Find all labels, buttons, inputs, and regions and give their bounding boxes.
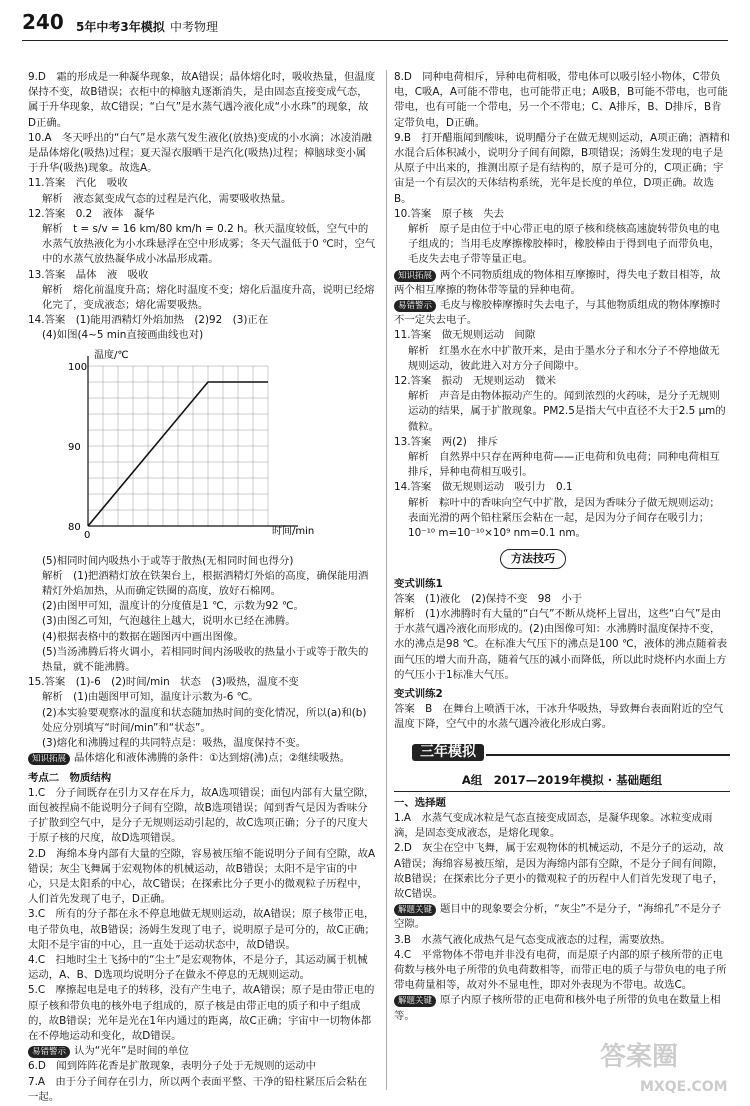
analysis-11b: 解析 红墨水在水中扩散开来，是由于墨水分子和水分子不停地做无规则运动，彼此进入对方分子间隙中。 [408,344,720,372]
graph-svg [48,346,348,552]
analysis-12: 解析 t = s/v = 16 km/80 km/h = 0.2 h。秋天温度较低，空气中的水蒸气放热液化为小水珠悬浮在空中形成雾；冬天气温低于0 ℃时，空气中的水蒸气放热凝华成小冰晶形成霜。 [42,223,376,266]
left-column [28,70,376,1105]
answer-14-4: (4)如图(4~5 min直接画曲线也对) [42,329,204,342]
variant-2-answer: 答案 B 在舞台上喷洒干冰，干冰升华吸热，导致舞台表面附近的空气温度下降，空气中的水蒸气遇冷液化形成白雾。 [394,703,724,731]
variant-1-analysis: 解析 (1)水沸腾时有大量的“白气”不断从烧杯上冒出，这些“白气”是由于水蒸气遇冷液化而形成的。(2)由图像可知：水沸腾时温度保持不变，水的沸点是98 ℃。在标准大气压下的沸点是100 ℃，液体的沸点随着表面气压的增大而升高，随着气压的减小而降低，所以此时烧杯内水面上方的气压小于1标准大气压。 [394,607,728,681]
variant-1-title: 变式训练1 [394,577,443,590]
answer-13: 13.答案 晶体 液 吸收 [28,268,149,281]
answer-10: 10.A 冬天呼出的“白气”是水蒸气发生液化(放热)变成的小水滴；冰凌消融是晶体熔化(吸热)过程；夏天湿衣服晒干是汽化(吸热)过程；樟脑球变小属于升华(吸热)现象。故选A。 [28,131,372,175]
warning-tag: 易错警示 [28,1046,70,1058]
y-tick-label: 80 [68,521,81,533]
group-title: A组 2017—2019年模拟 · 基础题组 [394,773,730,792]
analysis-11: 解析 液态氮变成气态的过程是汽化，需要吸收热量。 [42,192,292,205]
analysis-15-2: (2)本实验要观察冰的温度和状态随加热时间的变化情况，所以(a)和(b)处应分别填写“时间/min”和“状态”。 [42,706,367,734]
answer-12: 12.答案 0.2 液体 凝华 [28,207,155,220]
warning-note-2: 毛皮与橡胶棒摩擦时失去电子，与其他物质组成的物体摩擦时不一定失去电子。 [394,299,721,327]
key-note-1: 题目中的现象要会分析，“灰尘”不是分子，“海绵孔”不是分子空隙。 [394,903,722,931]
knowledge-tag-2: 知识拓展 [394,270,436,282]
structure-answer-5: 5.C 摩擦起电是电子的转移，没有产生电子，故A错误；原子是由带正电的原子核和带负电的核外电子组成的，原子核是由带正电的质子和中子组成的，故B错误；光年是光在1年内通过的距离，故C正确；宇宙中一切物体都在不停地运动和变化，故D错误。 [28,984,375,1042]
watermark-url: MXQE.COM [640,1079,728,1095]
right-column [394,70,730,1024]
choice-4: 4.C 平常物体不带电并非没有电荷，而是原子内部的原子核所带的正电荷数与核外电子所带的负电荷数相等，而带正电的质子与带负电的电子所带电荷量相等，故对外不显电性，即对外表现为不带电。故选C。 [394,948,727,992]
analysis-15-1: 解析 (1)由题图甲可知，温度计示数为-6 ℃。 [42,691,259,704]
header-rule [22,40,728,41]
analysis-12b: 解析 声音是由物体振动产生的。闻到浓烈的火药味，是分子无规则运动的结果，属于扩散现象。PM2.5是指大气中直径不大于2.5 μm的微粒。 [408,390,726,433]
temperature-time-graph [28,346,376,552]
analysis-10b: 解析 原子是由位于中心带正电的原子核和绕核高速旋转带负电的电子组成的；当用毛皮摩擦橡胶棒时，橡胶棒由于得到电子而带负电，毛皮失去电子带等量正电。 [408,223,720,266]
structure-answer-6: 6.D 闻到阵阵花香是扩散现象，表明分子处于无规则的运动中 [28,1060,317,1073]
three-year-banner [394,741,730,767]
knowledge-note-2: 两个不同物质组成的物体相互摩擦时，得失电子数目相等，故两个相互摩擦的物体带等量的异种电荷。 [394,268,721,296]
answer-11b: 11.答案 做无规则运动 间隙 [394,329,536,342]
answer-14: 14.答案 (1)能用酒精灯外焰加热 (2)92 (3)正在 [28,314,269,327]
graph-ylabel: 温度/℃ [94,349,129,361]
watermark-logo: 答案圈 [600,1042,679,1072]
answer-13b: 13.答案 两(2) 排斥 [394,435,498,448]
variant-2-title: 变式训练2 [394,687,443,700]
analysis-14-3: (3)由图乙可知，气泡越往上越大，说明水已经在沸腾。 [42,615,296,628]
answer-12b: 12.答案 振动 无规则运动 微米 [394,375,556,388]
structure-answer-3: 3.C 所有的分子都在永不停息地做无规则运动，故A错误；原子核带正电，电子带负电，故B错误；汤姆生发现了电子，说明原子是可分的，故C正确；太阳不是宇宙的中心，且一直处于运动状态中，故D错误。 [28,908,375,951]
answer-9b: 9.B 打开醋瓶闻到酸味，说明醋分子在做无规则运动，A项正确；酒精和水混合后体积减小，说明分子间有间隙，B项错误；汤姆生发现的电子是从原子中出来的，推测出原子是有结构的，原子是可分的，C项正确；宇宙是一个有层次的天体结构系统，光年是长度的单位，D项正确。故选B。 [394,131,730,205]
analysis-14-1: 解析 (1)把酒精灯放在铁架台上，根据酒精灯外焰的高度，确保能用酒精灯外焰加热，从而确定铁圈的高度，放好石棉网。 [42,569,369,598]
answer-15: 15.答案 (1)-6 (2)时间/min 状态 (3)吸热，温度不变 [28,676,299,689]
x-tick-label: 0 [84,529,91,541]
analysis-14-5: (5)当汤沸腾后将火调小，若相同时间内汤吸收的热量小于或等于散失的热量，就不能沸腾。 [42,645,369,674]
method-badge: 方法技巧 [500,549,566,568]
variant-1-answer: 答案 (1)液化 (2)保持不变 98 小于 [394,592,583,605]
key-tag-1: 解题关键 [394,904,436,916]
analysis-13: 解析 熔化前温度升高；熔化时温度不变；熔化后温度升高，说明已经熔化完了，变成液态；熔化需要吸热。 [42,283,375,312]
banner-label: 三年模拟 [412,744,484,761]
knowledge-tag: 知识拓展 [28,753,70,765]
column-divider [386,70,387,1090]
answer-14-5: (5)相同时间内吸热小于或等于散热(无相同时间也得分) [42,554,294,567]
answer-9: 9.D 霜的形成是一种凝华现象，故A错误；晶体熔化时，吸收热量，但温度保持不变，故B错误；衣柜中的樟脑丸逐渐消失，是由固态直接变成气态，属于升华现象，故C错误；“白气”是水蒸气遇冷液化成“小水珠”的现象，故D正确。 [28,71,376,129]
analysis-14b: 解析 粽叶中的香味向空气中扩散，是因为香味分子做无规则运动；表面光滑的两个铅柱紧压会粘在一起，是因为分子间存在吸引力；10⁻¹⁰ m=10⁻¹⁰×10⁹ nm=0.1 nm。 [408,496,720,540]
warning-tag-2: 易错警示 [394,300,436,312]
y-tick-label: 100 [68,361,88,373]
analysis-14-2: (2)由图甲可知，温度计的分度值是1 ℃，示数为92 ℃。 [42,600,304,613]
analysis-14-4: (4)根据表格中的数据在题图丙中画出图像。 [42,630,244,643]
warning-note: 认为“光年”是时间的单位 [74,1045,189,1058]
page-number: 240 [22,10,64,34]
analysis-13b: 解析 自然界中只存在两种电荷——正电荷和负电荷；同种电荷相互排斥，异种电荷相互吸引。 [408,451,720,479]
choice-1: 1.A 水蒸气变成冰粒是气态直接变成固态，是凝华现象。冰粒变成雨滴，是固态变成液态，是熔化现象。 [394,811,713,840]
structure-answer-1: 1.C 分子间既存在引力又存在斥力，故A选项错误；面包内部有大量空隙，面包被捏扁不能说明分子间有空隙，故B选项错误；闻到香气是因为香味分子扩散到空气中，是分子无规则运动引起的，故C选项正确；分子的尺度大于原子核的尺度，故D选项错误。 [28,786,375,845]
section-title-2: 考点二 物质结构 [28,771,112,784]
structure-answer-2: 2.D 海绵本身内部有大量的空隙，容易被压缩不能说明分子间有空隙，故A错误；灰尘飞舞属于宏观物体的机械运动，故B错误；太阳不是宇宙的中心，只是太阳系的中心，故C错误；在探索比分子更小的微观粒子历程中，人们首先发现了电子，D正确。 [28,847,376,906]
structure-answer-7: 7.A 由于分子间存在引力，所以两个表面平整、干净的铅柱紧压后会粘在一起。 [28,1075,368,1103]
knowledge-note: 晶体熔化和液体沸腾的条件：①达到熔(沸)点；②继续吸热。 [74,752,351,765]
answer-11: 11.答案 汽化 吸收 [28,177,128,190]
subject-title: 中考物理 [170,20,219,34]
y-tick-label: 90 [68,441,81,453]
choice-3: 3.B 水蒸气液化成热气是气态变成液态的过程，需要放热。 [394,933,671,946]
answer-14b: 14.答案 做无规则运动 吸引力 0.1 [394,481,573,494]
answer-8: 8.D 同种电荷相斥，异种电荷相吸，带电体可以吸引轻小物体，C带负电，C吸A，A可能不带电，也可能带正电；A吸B，B可能不带电，也可能带电，也有可能一个带电，另一个不带电；C、A排斥，B、D排斥，B肯定带负电，D正确。 [394,71,728,129]
banner-rule [486,754,730,756]
key-tag-2: 解题关键 [394,995,436,1007]
answer-10b: 10.答案 原子核 失去 [394,207,505,220]
page-header [0,0,750,40]
analysis-15-3: (3)熔化和沸腾过程的共同特点是：吸热，温度保持不变。 [42,737,307,750]
key-note-2: 原子内原子核所带的正电荷和核外电子所带的负电在数量上相等。 [394,994,721,1022]
choice-section-title: 一、选择题 [394,796,446,809]
graph-xlabel: 时间/min [272,525,315,537]
choice-2: 2.D 灰尘在空中飞舞，属于宏观物体的机械运动，不是分子的运动，故A错误；海绵容易被压缩，是因为海绵内部有空隙，不是分子间有间隙，故B错误；在探索比分子更小的微观粒子的历程中人们首先发现了电子，故C错误。 [394,842,724,900]
structure-answer-4: 4.C 扫地时尘土飞扬中的“尘土”是宏观物体，不是分子，其运动属于机械运动，A、B、D选项均说明分子在做永不停息的无规则运动。 [28,953,368,982]
book-title: 5年中考3年模拟 [76,20,165,34]
